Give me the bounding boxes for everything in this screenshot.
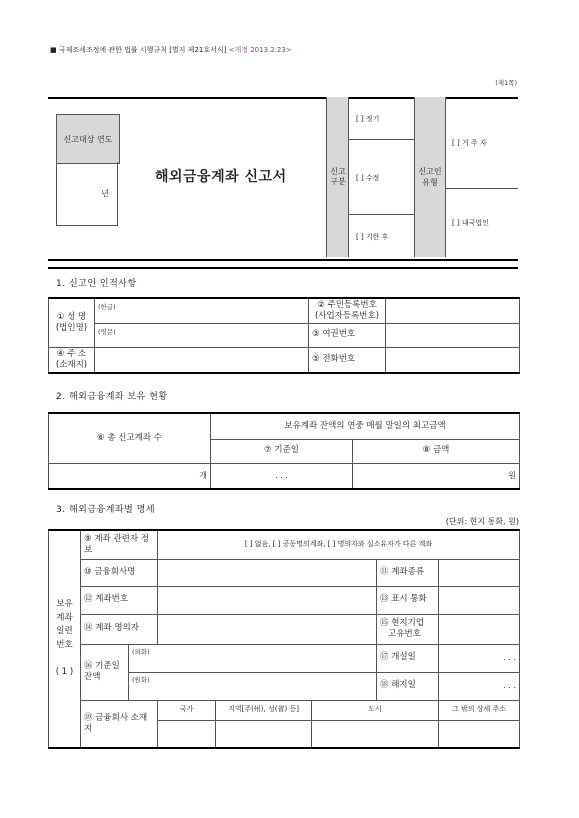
relation-label: ⑨ 계좌 관련자 정보 <box>81 530 158 559</box>
address-label: ④ 주 소 (소재지) <box>49 347 95 373</box>
open-date-label: ⑰ 개설일 <box>377 644 439 672</box>
passport-label: ③ 여권번호 <box>309 323 386 347</box>
divider <box>445 188 518 189</box>
balance-won-field[interactable]: (원화) <box>129 672 377 700</box>
year-label: 신고대상 연도 <box>56 114 120 164</box>
holder-field[interactable] <box>158 614 377 644</box>
region-label: 지역[주(州), 성(省) 등] <box>216 700 312 720</box>
max-balance-label: 보유계좌 잔액의 연중 매월 말일의 최고금액 <box>211 413 520 439</box>
acct-no-field[interactable] <box>158 586 377 614</box>
serial-number-label: 보유 계좌 일련 번호 ( 1 ) <box>49 530 81 748</box>
currency-label: ⑬ 표시 통화 <box>377 586 439 614</box>
currency-field[interactable] <box>439 586 520 614</box>
report-type-late[interactable]: [ ] 기한 후 <box>356 233 389 241</box>
filer-type-corp[interactable]: [ ] 내국법인 <box>452 219 489 227</box>
balance-foreign-field[interactable]: (외화) <box>129 644 377 672</box>
relation-options[interactable]: [ ] 없음, [ ] 공동명의계좌, [ ] 명의자와 실소유자가 다른 계좌 <box>158 530 520 559</box>
name-label: ① 성 명 (법인명) <box>49 298 95 347</box>
report-type-amend[interactable]: [ ] 수정 <box>356 174 380 182</box>
acct-type-label: ⑪ 계좌종류 <box>377 559 439 586</box>
country-label: 국가 <box>158 700 216 720</box>
region-field[interactable] <box>216 720 312 748</box>
section2-title: 2. 해외금융계좌 보유 현황 <box>56 392 168 402</box>
filer-type-label: 신고인 유형 <box>414 97 446 257</box>
local-id-field[interactable] <box>439 614 520 644</box>
holder-label: ⑭ 계좌 명의자 <box>81 614 158 644</box>
report-type-label: 신고 구분 <box>326 97 349 257</box>
section2-table <box>48 412 520 490</box>
bullet: ■ <box>50 46 57 54</box>
base-date-label: ⑦ 기준일 <box>211 439 353 463</box>
form-title: 해외금융계좌 신고서 <box>155 169 287 185</box>
name-korean[interactable]: (한글) <box>95 298 309 323</box>
base-date-field[interactable] <box>211 463 353 489</box>
section-divider <box>48 267 518 269</box>
balance-label: ⑯ 기준일 잔액 <box>81 644 129 700</box>
form-reference <box>50 45 292 55</box>
amendment-note: <개정 2013.2.23> <box>228 46 292 54</box>
divider <box>348 139 414 140</box>
rrn-field[interactable] <box>386 298 520 323</box>
location-label: ⑲ 금융회사 소재지 <box>81 700 158 748</box>
amount-label: ⑧ 금액 <box>353 439 520 463</box>
unit-won: 원 <box>508 470 516 480</box>
name-english[interactable]: (영문) <box>95 323 309 347</box>
fi-name-field[interactable] <box>158 559 377 586</box>
address-field[interactable] <box>95 347 309 373</box>
year-unit: 년 <box>101 189 109 198</box>
amount-field[interactable] <box>353 463 520 489</box>
acct-type-field[interactable] <box>439 559 520 586</box>
date-placeholder: . . . <box>275 470 288 480</box>
city-label: 도시 <box>312 700 439 720</box>
close-date-field[interactable]: . . . <box>439 672 520 700</box>
rrn-label: ② 주민등록번호 (사업자등록번호) <box>309 298 386 323</box>
unit-count: 개 <box>199 470 207 480</box>
phone-label: ⑤ 전화번호 <box>309 347 386 373</box>
open-date-field[interactable]: . . . <box>439 644 520 672</box>
phone-field[interactable] <box>386 347 520 373</box>
report-type-regular[interactable]: [ ] 정기 <box>356 115 380 123</box>
passport-field[interactable] <box>386 323 520 347</box>
detail-label: 그 밖의 상세 주소 <box>439 700 520 720</box>
divider <box>348 214 414 215</box>
section3-title: 3. 해외금융계좌별 명세 <box>56 505 156 515</box>
section1-title: 1. 신고인 인적사항 <box>56 279 137 289</box>
city-field[interactable] <box>312 720 439 748</box>
close-date-label: ⑱ 해지일 <box>377 672 439 700</box>
detail-field[interactable] <box>439 720 520 748</box>
section1-table <box>48 297 520 374</box>
unit-note: (단위: 현지 통화, 원) <box>445 517 519 526</box>
total-accounts-label: ⑥ 총 신고계좌 수 <box>49 413 211 463</box>
section3-table <box>48 529 520 749</box>
law-reference: 국제조세조정에 관한 법률 시행규칙 [별지 제21호서식] <box>58 46 227 54</box>
local-id-label: ⑮ 현지기업 고유번호 <box>377 614 439 644</box>
year-input[interactable] <box>56 162 118 226</box>
filer-type-resident[interactable]: [ ] 거 주 자 <box>452 139 487 147</box>
country-field[interactable] <box>158 720 216 748</box>
total-accounts-field[interactable] <box>49 463 211 489</box>
fi-name-label: ⑩ 금융회사명 <box>81 559 158 586</box>
acct-no-label: ⑫ 계좌번호 <box>81 586 158 614</box>
page-label: (제1쪽) <box>495 79 517 87</box>
